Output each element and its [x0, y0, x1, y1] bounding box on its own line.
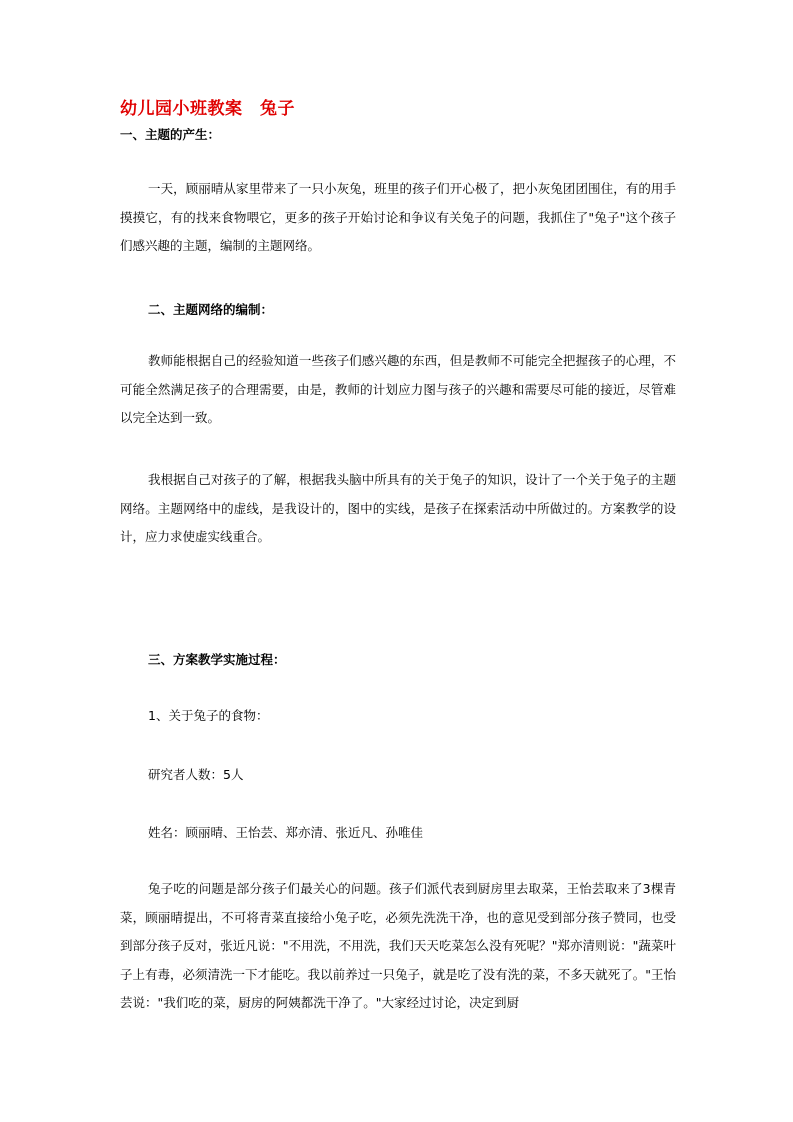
- document-title: 幼儿园小班教案 兔子: [120, 99, 295, 119]
- section3-paragraph: 兔子吃的问题是部分孩子们最关心的问题。孩子们派代表到厨房里去取菜，王怡芸取来了3棵青菜，顾丽晴提出，不可将青菜直接给小兔子吃，必须先洗洗干净，也的意见受到部分孩子赞同，也受到部分孩子反对，张近凡说："不用洗，不用洗，我们天天吃菜怎么没有死呢？"郑亦清则说："蔬菜叶子上有毒，必须清洗一下才能吃。我以前养过一只兔子，就是吃了没有洗的菜，不多天就死了。"王怡芸说："我们吃的菜，厨房的阿姨都洗干净了。"大家经过讨论，决定到厨: [120, 881, 676, 1010]
- section3-heading: 三、方案教学实施过程：: [148, 652, 286, 667]
- researcher-names: 姓名：顾丽晴、王怡芸、郑亦清、张近凡、孙唯佳: [148, 825, 424, 840]
- food-item-label: 1、关于兔子的食物：: [148, 708, 269, 723]
- section2-paragraph-1: 教师能根据自己的经验知道一些孩子们感兴趣的东西，但是教师不可能完全把握孩子的心理，不可能全然满足孩子的合理需要，由是，教师的计划应力图与孩子的兴趣和需要尽可能的接近，尽管难以完全达到一致。: [120, 353, 676, 425]
- section2-paragraph-2: 我根据自己对孩子的了解，根据我头脑中所具有的关于兔子的知识，设计了一个关于兔子的主题网络。主题网络中的虚线，是我设计的，图中的实线，是孩子在探索活动中所做过的。方案教学的设计，应力求使虚实线重合。: [120, 472, 676, 544]
- section1-paragraph: 一天，顾丽晴从家里带来了一只小灰兔，班里的孩子们开心极了，把小灰兔团团围住，有的用手摸摸它，有的找来食物喂它，更多的孩子开始讨论和争议有关兔子的问题，我抓住了"兔子"这个孩子们感兴趣的主题，编制的主题网络。: [120, 181, 676, 253]
- section1-heading: 一、主题的产生：: [120, 127, 221, 142]
- researcher-count: 研究者人数：5人: [148, 767, 244, 782]
- section2-heading: 二、主题网络的编制：: [148, 302, 274, 317]
